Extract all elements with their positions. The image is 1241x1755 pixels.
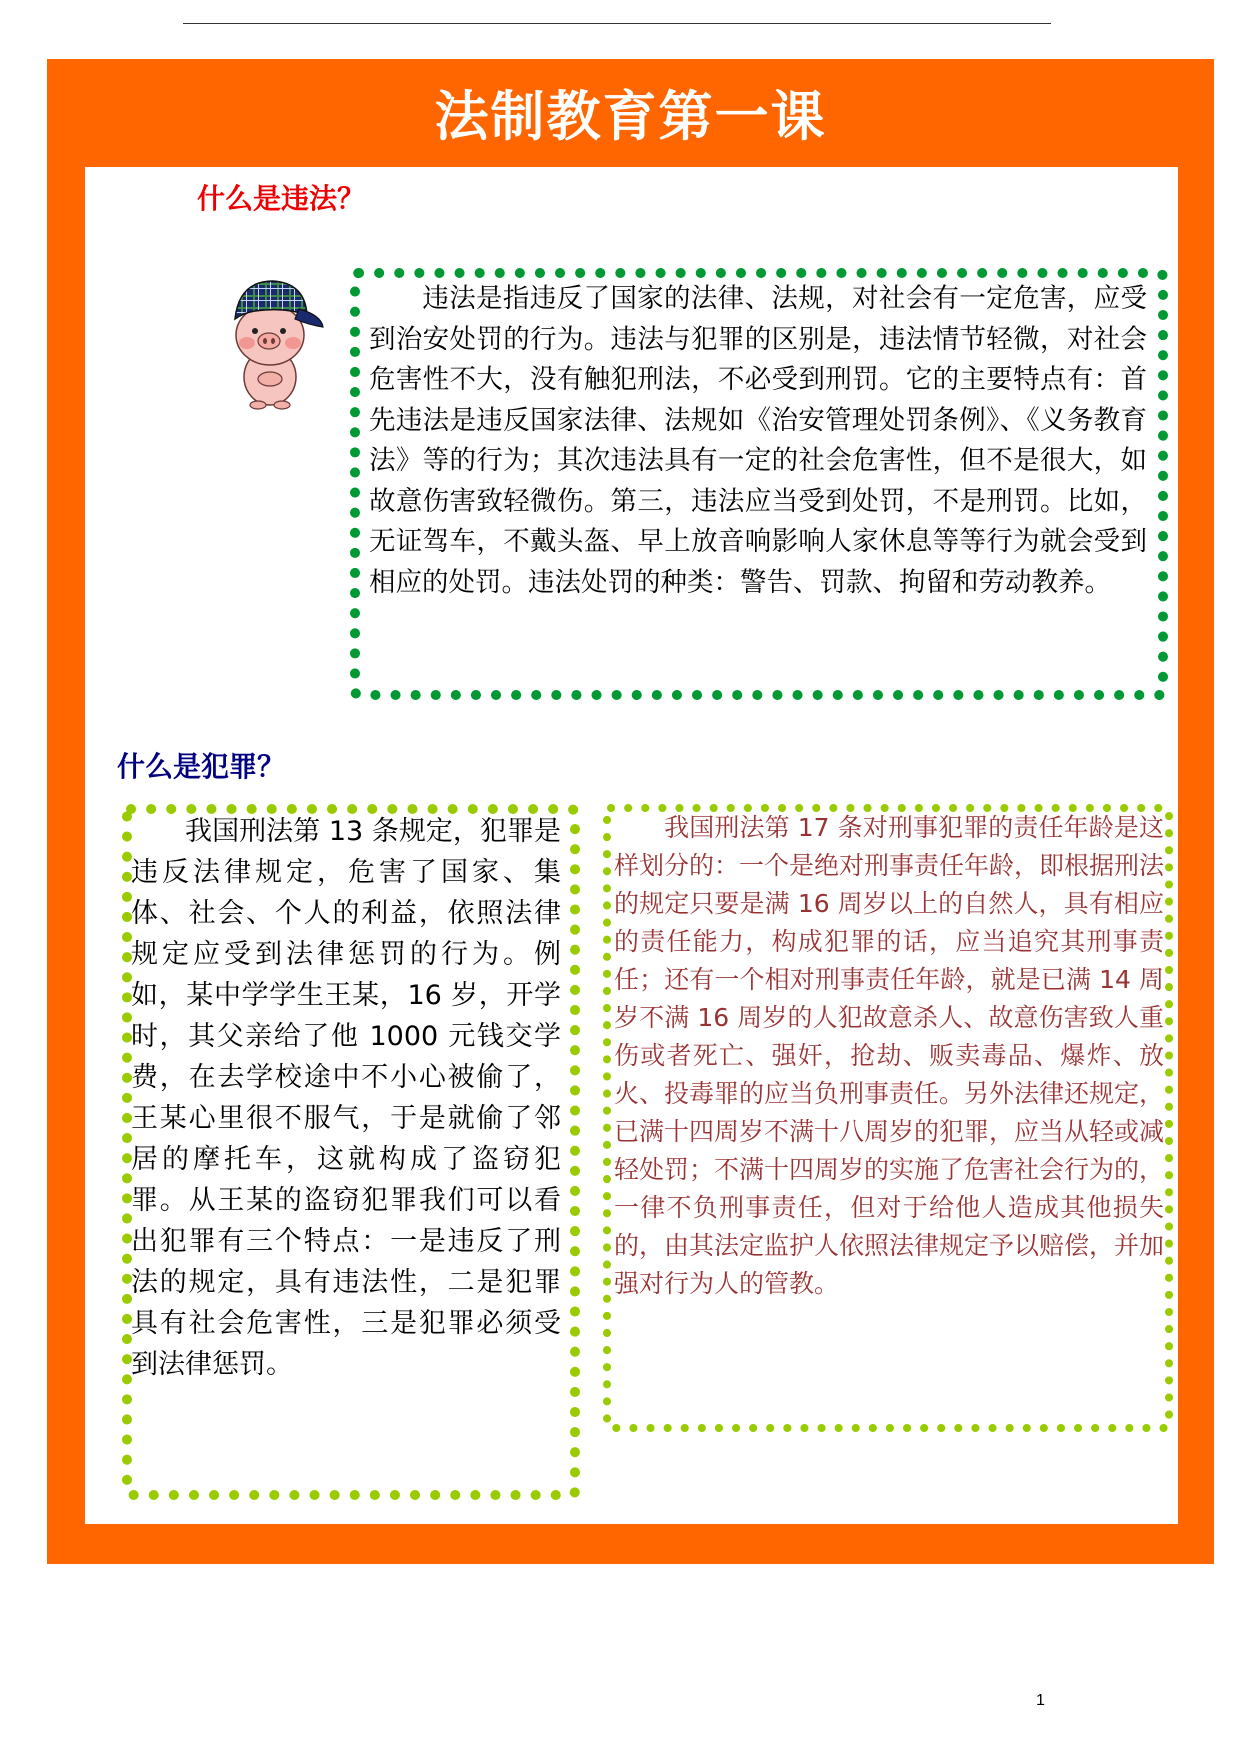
criminal-age-text bbox=[614, 809, 1164, 1303]
page-title: 法制教育第一课 bbox=[434, 85, 827, 148]
illegal-definition-text bbox=[369, 279, 1147, 603]
orange-frame bbox=[47, 59, 1214, 1564]
crime-definition-box bbox=[121, 803, 581, 1501]
crime-definition-body: 我国刑法第 13 条规定，犯罪是违反法律规定，危害了国家、集体、社会、个人的利益，依照法律规定应受到法律惩罚的行为。例如，某中学学生王某，16 岁，开学时，其父亲给了他 1000 元钱交学费，在去学校途中不小心被偷了，王某心里很不服气，于是就偷了邻居的摩托车，这就构成了盗窃犯罪。从王某的盗窃犯罪我们可以看出犯罪有三个特点：一是违反了刑法的规定，具有违法性，二是犯罪具有社会危害性，三是犯罪必须受到法律惩罚。 bbox=[131, 816, 561, 1380]
page-number: 1 bbox=[1036, 1692, 1045, 1709]
crime-definition-text bbox=[131, 811, 561, 1385]
content-panel bbox=[85, 167, 1178, 1524]
section-heading-crime: 什么是犯罪？ bbox=[117, 750, 286, 783]
illegal-definition-box bbox=[349, 267, 1169, 701]
criminal-age-body: 我国刑法第 17 条对刑事犯罪的责任年龄是这样划分的：一个是绝对刑事责任年龄，即根据刑法的规定只要是满 16 周岁以上的自然人，具有相应的责任能力，构成犯罪的话，应当追究其刑事责任；还有一个相对刑事责任年龄，就是已满 14 周岁不满 16 周岁的人犯故意杀人、故意伤害致人重伤或者死亡、强奸，抢劫、贩卖毒品、爆炸、放火、投毒罪的应当负刑事责任。另外法律还规定，已满十四周岁不满十八周岁的犯罪，应当从轻或减轻处罚；不满十四周岁的实施了危害社会行为的，一律不负刑事责任，但对于给他人造成其他损失的，由其法定监护人依照法律规定予以赔偿，并加强对行为人的管教。 bbox=[614, 813, 1165, 1298]
illegal-definition-body: 违法是指违反了国家的法律、法规，对社会有一定危害，应受到治安处罚的行为。违法与犯罪的区别是，违法情节轻微，对社会危害性不大，没有触犯刑法，不必受到刑罚。它的主要特点有：首先违法是违反国家法律、法规如《治安管理处罚条例》、《义务教育法》等的行为；其次违法具有一定的社会危害性，但不是很大，如故意伤害致轻微伤。第三，违法应当受到处罚，不是刑罚。比如，无证驾车，不戴头盔、早上放音响影响人家休息等等行为就会受到相应的处罚。违法处罚的种类：警告、罚款、拘留和劳动教养。 bbox=[369, 283, 1147, 598]
section-heading-illegal: 什么是违法？ bbox=[197, 182, 366, 215]
criminal-age-box bbox=[602, 803, 1174, 1433]
header-rule bbox=[183, 23, 1051, 24]
pig-with-cap-icon bbox=[225, 267, 335, 412]
